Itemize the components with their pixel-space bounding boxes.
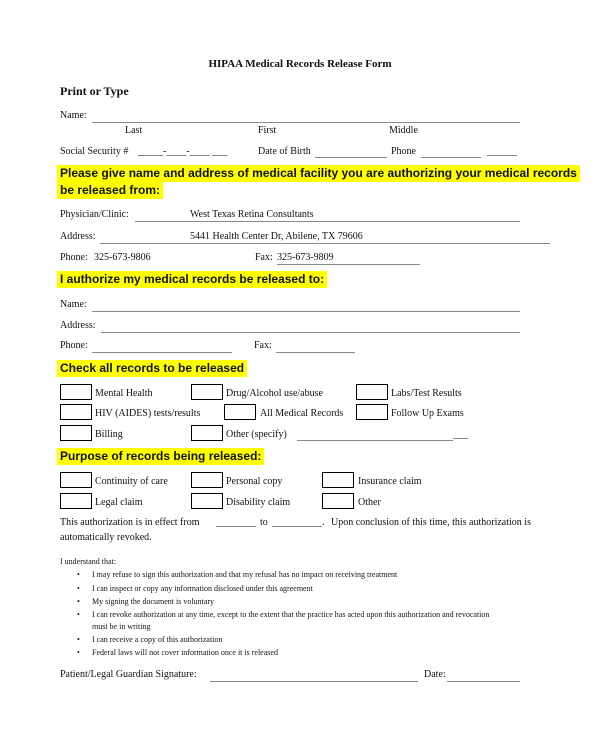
bullet-marker: • <box>77 635 80 644</box>
purpose-heading: Purpose of records being released: <box>57 448 264 465</box>
records-label-drug-alcohol: Drug/Alcohol use/abuse <box>226 388 323 399</box>
purpose-label-insurance: Insurance claim <box>358 476 422 487</box>
bullet-marker: • <box>77 610 80 619</box>
authorization-from-field[interactable]: ________ <box>216 517 256 528</box>
recipient-phone-label: Phone: <box>60 340 88 351</box>
understand-intro: I understand that: <box>60 557 116 566</box>
authorization-text-b: Upon conclusion of this time, this authorization is <box>331 517 531 528</box>
facility-fax-value: 325-673-9809 <box>277 252 334 263</box>
facility-phone-label: Phone: <box>60 252 88 263</box>
records-checkbox-billing[interactable] <box>60 425 92 441</box>
recipient-name-label: Name: <box>60 299 87 310</box>
records-other-suffix: ___ <box>453 429 468 440</box>
records-heading: Check all records to be released <box>57 360 247 377</box>
signature-field[interactable] <box>210 681 418 682</box>
bullet-marker: • <box>77 584 80 593</box>
first-label: First <box>258 125 277 136</box>
records-other-field[interactable] <box>297 440 453 441</box>
ssn-label: Social Security # <box>60 146 129 157</box>
purpose-label-disability: Disability claim <box>226 497 291 508</box>
patient-phone-label: Phone <box>391 146 416 157</box>
purpose-label-continuity: Continuity of care <box>95 476 168 487</box>
physician-field[interactable] <box>135 221 520 222</box>
dob-field[interactable] <box>315 157 387 158</box>
purpose-checkbox-continuity[interactable] <box>60 472 92 488</box>
recipient-fax-field[interactable] <box>276 352 355 353</box>
bullet-marker: • <box>77 648 80 657</box>
recipient-fax-label: Fax: <box>254 340 272 351</box>
purpose-label-personal: Personal copy <box>226 476 283 487</box>
from-heading-line1: Please give name and address of medical facility you are authorizing your medical records <box>57 165 580 182</box>
from-heading-line2: be released from: <box>57 182 163 199</box>
records-label-other: Other (specify) <box>226 429 287 440</box>
facility-fax-label: Fax: <box>255 252 273 263</box>
recipient-address-field[interactable] <box>101 332 520 333</box>
facility-address-label: Address: <box>60 231 96 242</box>
facility-address-field[interactable] <box>100 243 550 244</box>
purpose-checkbox-other[interactable] <box>322 493 354 509</box>
understand-bullet-1: I may refuse to sign this authorization and that my refusal has no impact on receiving treatment <box>92 570 398 579</box>
purpose-checkbox-disability[interactable] <box>191 493 223 509</box>
facility-fax-field[interactable] <box>277 264 420 265</box>
signature-label: Patient/Legal Guardian Signature: <box>60 669 197 680</box>
to-heading: I authorize my medical records be released to: <box>57 271 327 288</box>
purpose-checkbox-legal[interactable] <box>60 493 92 509</box>
recipient-phone-field[interactable] <box>92 352 232 353</box>
records-label-hiv: HIV (AIDES) tests/results <box>95 408 201 419</box>
recipient-name-field[interactable] <box>92 311 520 312</box>
records-checkbox-hiv[interactable] <box>60 404 92 420</box>
understand-bullet-5: I can receive a copy of this authorization <box>92 635 223 644</box>
authorization-to-field[interactable]: __________. <box>272 517 325 528</box>
records-label-labs: Labs/Test Results <box>391 388 462 399</box>
signature-date-field[interactable] <box>447 681 520 682</box>
understand-bullet-3: My signing the document is voluntary <box>92 597 214 606</box>
ssn-field[interactable]: _____-____-____ ___ <box>138 146 228 157</box>
records-label-all-medical: All Medical Records <box>260 408 344 419</box>
facility-address-value: 5441 Health Center Dr, Abilene, TX 79606 <box>190 231 363 242</box>
authorization-text-line2: automatically revoked. <box>60 532 152 543</box>
understand-bullet-4: I can revoke authorization at any time, except to the extent that the practice has acted upon this authorization and revocation <box>92 610 490 619</box>
understand-bullet-6: Federal laws will not cover information once it is released <box>92 648 278 657</box>
recipient-address-label: Address: <box>60 320 96 331</box>
last-label: Last <box>125 125 143 136</box>
page-title: HIPAA Medical Records Release Form <box>208 58 392 70</box>
dob-label: Date of Birth <box>258 146 311 157</box>
purpose-label-legal: Legal claim <box>95 497 143 508</box>
bullet-marker: • <box>77 570 80 579</box>
patient-name-field[interactable] <box>92 122 520 123</box>
records-checkbox-labs[interactable] <box>356 384 388 400</box>
patient-phone-field-2[interactable]: ______ <box>487 146 517 157</box>
physician-label: Physician/Clinic: <box>60 209 129 220</box>
authorization-text-a: This authorization is in effect from <box>60 517 200 528</box>
records-label-billing: Billing <box>95 429 123 440</box>
bullet-marker: • <box>77 597 80 606</box>
records-checkbox-mental-health[interactable] <box>60 384 92 400</box>
middle-label: Middle <box>389 125 418 136</box>
patient-phone-field-1[interactable] <box>421 157 481 158</box>
authorization-to-label: to <box>260 517 268 528</box>
signature-date-label: Date: <box>424 669 446 680</box>
records-label-mental-health: Mental Health <box>95 388 153 399</box>
records-checkbox-drug-alcohol[interactable] <box>191 384 223 400</box>
patient-name-label: Name: <box>60 110 87 121</box>
purpose-checkbox-personal[interactable] <box>191 472 223 488</box>
facility-phone-value: 325-673-9806 <box>94 252 151 263</box>
understand-bullet-2: I can inspect or copy any information disclosed under this agreement <box>92 584 313 593</box>
records-checkbox-other[interactable] <box>191 425 223 441</box>
purpose-label-other: Other <box>358 497 381 508</box>
records-label-follow-up: Follow Up Exams <box>391 408 464 419</box>
records-checkbox-follow-up[interactable] <box>356 404 388 420</box>
records-checkbox-all-medical[interactable] <box>224 404 256 420</box>
purpose-checkbox-insurance[interactable] <box>322 472 354 488</box>
understand-bullet-4-cont: must be in writing <box>92 622 151 631</box>
print-or-type-label: Print or Type <box>60 84 129 98</box>
physician-value: West Texas Retina Consultants <box>190 209 314 220</box>
